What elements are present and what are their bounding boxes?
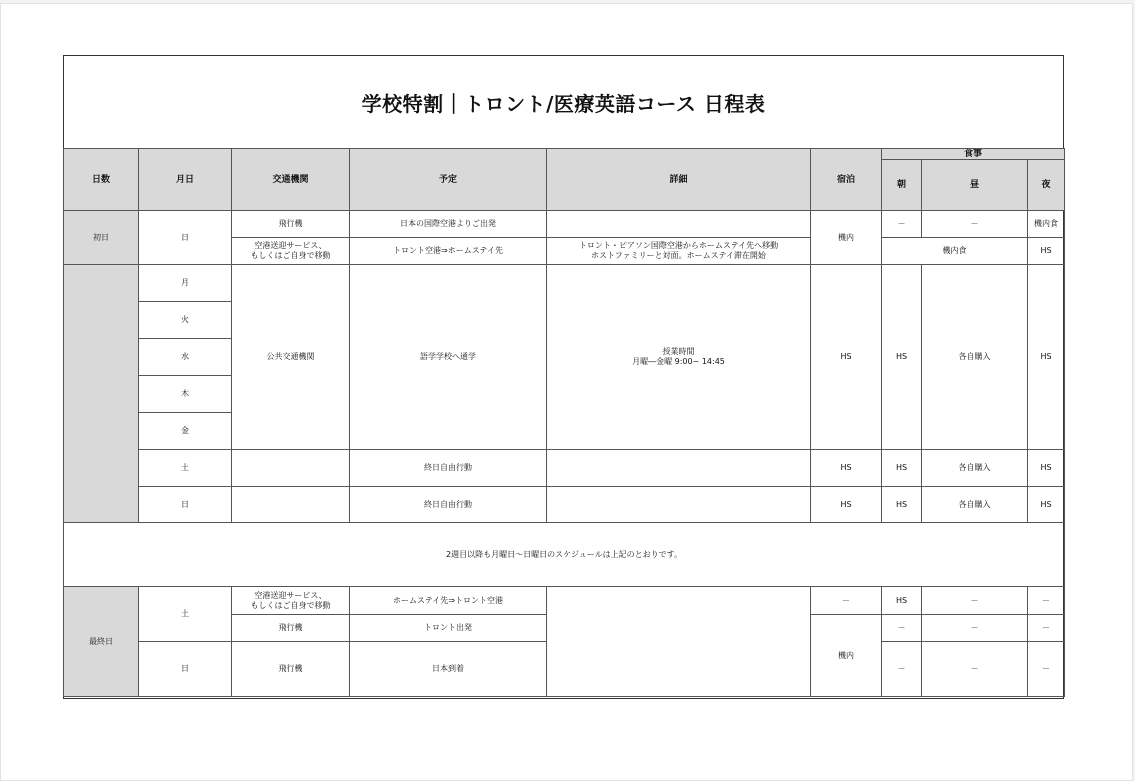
last-day-plan-1: ホームステイ先⇒トロント空港 bbox=[350, 587, 547, 615]
weekend-sat-stay: HS bbox=[811, 450, 882, 487]
weekend-sat-plan: 終日自由行動 bbox=[350, 450, 547, 487]
header-transport: 交通機関 bbox=[232, 149, 350, 211]
weekend-sun-detail bbox=[547, 487, 811, 523]
last-day-detail bbox=[547, 587, 811, 697]
first-day-detail-1 bbox=[547, 211, 811, 238]
first-day-stay: 機内 bbox=[811, 211, 882, 265]
first-day-dinner-1: 機内食 bbox=[1028, 211, 1065, 238]
transport-line-2: もしくはご自身で移動 bbox=[250, 251, 331, 260]
weekday-thu: 木 bbox=[139, 376, 232, 413]
weekend-sun-transport bbox=[232, 487, 350, 523]
weekday-breakfast: HS bbox=[882, 265, 922, 450]
class-hours-label: 授業時間 bbox=[662, 347, 695, 356]
weekday-lunch: 各自購入 bbox=[922, 265, 1028, 450]
weekend-sun-dinner: HS bbox=[1028, 487, 1065, 523]
transport-line-1: 空港送迎サービス、 bbox=[254, 590, 327, 600]
detail-line-1: トロント・ピアソン国際空港からホームステイ先へ移動 bbox=[578, 241, 779, 250]
last-day-transport-3: 飛行機 bbox=[232, 642, 350, 697]
last-day-stay-2: 機内 bbox=[811, 615, 882, 697]
weekend-sun-breakfast: HS bbox=[882, 487, 922, 523]
weekend-sun-plan: 終日自由行動 bbox=[350, 487, 547, 523]
last-day-label: 最終日 bbox=[64, 587, 139, 697]
first-day-plan-1: 日本の国際空港よりご出発 bbox=[350, 211, 547, 238]
weekday-tue: 火 bbox=[139, 302, 232, 339]
first-day-lunch: － bbox=[922, 211, 1028, 238]
last-day-sun-date: 日 bbox=[139, 642, 232, 697]
last-day-sat-date: 土 bbox=[139, 587, 232, 642]
first-day-transport-1: 飛行機 bbox=[232, 211, 350, 238]
weekday-plan: 語学学校へ通学 bbox=[350, 265, 547, 450]
last-day-breakfast-3: － bbox=[882, 642, 922, 697]
last-day-dinner-2: － bbox=[1028, 615, 1065, 642]
first-day-plan-2: トロント空港⇒ホームステイ先 bbox=[350, 238, 547, 265]
weekend-sat-detail bbox=[547, 450, 811, 487]
first-day-transport-2 bbox=[232, 238, 350, 265]
last-day-transport-1 bbox=[232, 587, 350, 615]
transport-line-2: もしくはご自身で移動 bbox=[250, 600, 331, 610]
first-day-meals-combined: 機内食 bbox=[882, 238, 1028, 265]
weekday-stay: HS bbox=[811, 265, 882, 450]
last-day-breakfast-1: HS bbox=[882, 587, 922, 615]
detail-line-2: ホストファミリーと対面。ホームステイ滞在開始 bbox=[591, 251, 766, 260]
weekday-wed: 水 bbox=[139, 339, 232, 376]
last-day-plan-2: トロント出発 bbox=[350, 615, 547, 642]
weekend-sun-date: 日 bbox=[139, 487, 232, 523]
weekend-sun-lunch: 各自購入 bbox=[922, 487, 1028, 523]
first-day-breakfast: － bbox=[882, 211, 922, 238]
header-stay: 宿泊 bbox=[811, 149, 882, 211]
header-meals: 食事 bbox=[882, 149, 1065, 160]
schedule-table bbox=[63, 148, 1065, 697]
class-hours-value: 月曜―金曜 9:00~ 14:45 bbox=[632, 357, 725, 366]
last-day-lunch-2: － bbox=[922, 615, 1028, 642]
last-day-dinner-3: － bbox=[1028, 642, 1065, 697]
header-days: 日数 bbox=[64, 149, 139, 211]
last-day-breakfast-2: － bbox=[882, 615, 922, 642]
header-date: 月日 bbox=[139, 149, 232, 211]
first-day-dinner-2: HS bbox=[1028, 238, 1065, 265]
header-lunch: 昼 bbox=[922, 160, 1028, 211]
week-label-cell bbox=[64, 265, 139, 523]
last-day-dinner-1: － bbox=[1028, 587, 1065, 615]
weekend-sat-dinner: HS bbox=[1028, 450, 1065, 487]
weekend-sat-lunch: 各自購入 bbox=[922, 450, 1028, 487]
header-plan: 予定 bbox=[350, 149, 547, 211]
weekend-sat-breakfast: HS bbox=[882, 450, 922, 487]
weekend-sat-date: 土 bbox=[139, 450, 232, 487]
last-day-lunch-3: － bbox=[922, 642, 1028, 697]
weekday-dinner: HS bbox=[1028, 265, 1065, 450]
header-detail: 詳細 bbox=[547, 149, 811, 211]
weekend-sat-transport bbox=[232, 450, 350, 487]
schedule-notice: 2週目以降も月曜日～日曜日のスケジュールは上記のとおりです。 bbox=[64, 523, 1065, 587]
header-breakfast: 朝 bbox=[882, 160, 922, 211]
transport-line-1: 空港送迎サービス、 bbox=[254, 241, 327, 250]
weekday-mon: 月 bbox=[139, 265, 232, 302]
last-day-plan-3: 日本到着 bbox=[350, 642, 547, 697]
last-day-lunch-1: － bbox=[922, 587, 1028, 615]
first-day-detail-2 bbox=[547, 238, 811, 265]
weekday-transport: 公共交通機関 bbox=[232, 265, 350, 450]
header-dinner: 夜 bbox=[1028, 160, 1065, 211]
weekday-fri: 金 bbox=[139, 413, 232, 450]
last-day-stay-1: － bbox=[811, 587, 882, 615]
first-day-date: 日 bbox=[139, 211, 232, 265]
weekend-sun-stay: HS bbox=[811, 487, 882, 523]
page-title: 学校特割｜トロント/医療英語コース 日程表 bbox=[64, 56, 1063, 149]
weekday-detail bbox=[547, 265, 811, 450]
last-day-transport-2: 飛行機 bbox=[232, 615, 350, 642]
first-day-label: 初日 bbox=[64, 211, 139, 265]
